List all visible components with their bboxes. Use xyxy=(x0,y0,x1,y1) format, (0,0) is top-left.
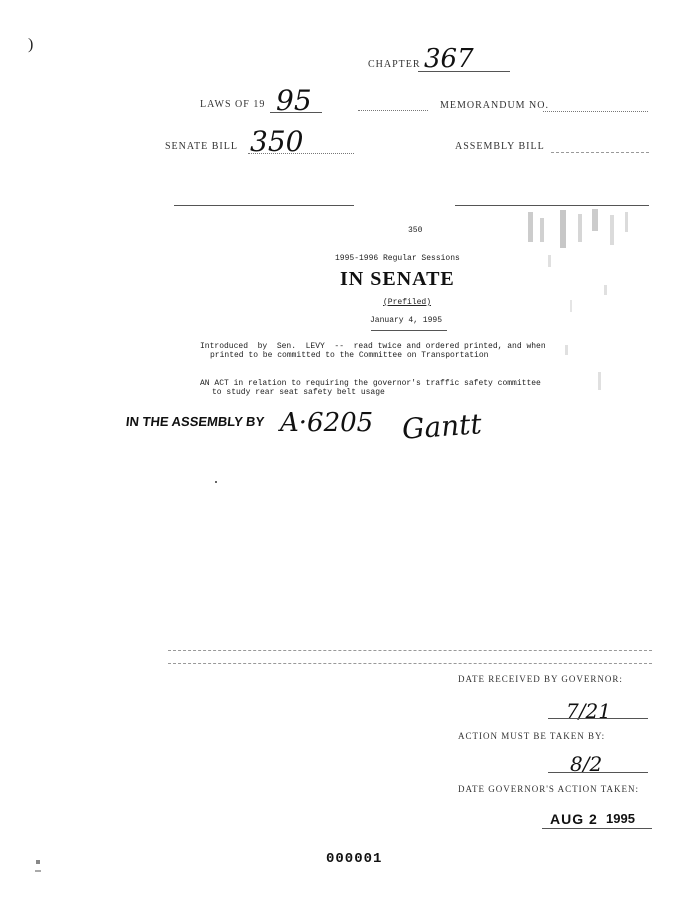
memorandum-line xyxy=(543,111,648,112)
chapter-number: 367 xyxy=(424,44,474,74)
chapter-label: CHAPTER xyxy=(368,59,421,70)
page-number: 000001 xyxy=(326,851,383,867)
rule-left xyxy=(174,205,354,206)
assembly-label: IN THE ASSEMBLY BY xyxy=(125,414,266,429)
introduced-line-2: printed to be committed to the Committee on Transportation xyxy=(210,351,489,360)
sponsor-handwritten: Gantt xyxy=(400,407,483,446)
introduced-line-1: Introduced by Sen. LEVY -- read twice and ordered printed, and when xyxy=(200,342,546,351)
page-mark: ) xyxy=(28,36,34,53)
assembly-bill-line xyxy=(551,152,649,153)
laws-label: LAWS OF 19 xyxy=(200,99,266,110)
bill-number: 350 xyxy=(408,226,423,235)
taken-label: DATE GOVERNOR'S ACTION TAKEN: xyxy=(458,784,639,794)
lower-rule-2 xyxy=(168,663,652,664)
date-underline xyxy=(371,330,447,331)
assembly-bill-handwritten: A·6205 xyxy=(280,408,374,438)
action-date: 8/2 xyxy=(570,752,603,776)
received-label: DATE RECEIVED BY GOVERNOR: xyxy=(458,674,623,684)
act-line-2: to study rear seat safety belt usage xyxy=(212,388,385,397)
stamp-year: 1995 xyxy=(606,811,635,826)
corner-mark xyxy=(36,860,40,864)
received-underline xyxy=(548,718,648,719)
lower-rule-1 xyxy=(168,650,652,651)
senate-bill-number: 350 xyxy=(250,125,304,158)
prefiled-text: (Prefiled) xyxy=(383,298,432,307)
session-text: 1995-1996 Regular Sessions xyxy=(335,254,460,263)
assembly-bill-label: ASSEMBLY BILL xyxy=(455,141,545,152)
laws-year: 95 xyxy=(276,84,312,117)
act-line-1: AN ACT in relation to requiring the governor's traffic safety committee xyxy=(200,379,541,388)
chamber-title: IN SENATE xyxy=(340,268,455,290)
memorandum-label: MEMORANDUM NO. xyxy=(440,100,550,111)
stamp-date: AUG 2 xyxy=(550,811,598,827)
received-date: 7/21 xyxy=(566,699,611,723)
stamp-underline xyxy=(542,828,652,829)
stray-dot xyxy=(215,481,217,483)
action-underline xyxy=(548,772,648,773)
laws-extra-line xyxy=(358,110,428,111)
laws-underline xyxy=(270,112,322,113)
senate-bill-label: SENATE BILL xyxy=(165,141,238,152)
corner-mark-2 xyxy=(35,870,41,872)
rule-right xyxy=(455,205,649,206)
chapter-underline xyxy=(418,71,510,72)
senate-bill-underline xyxy=(248,153,354,154)
bill-date: January 4, 1995 xyxy=(370,316,443,325)
action-label: ACTION MUST BE TAKEN BY: xyxy=(458,731,606,741)
